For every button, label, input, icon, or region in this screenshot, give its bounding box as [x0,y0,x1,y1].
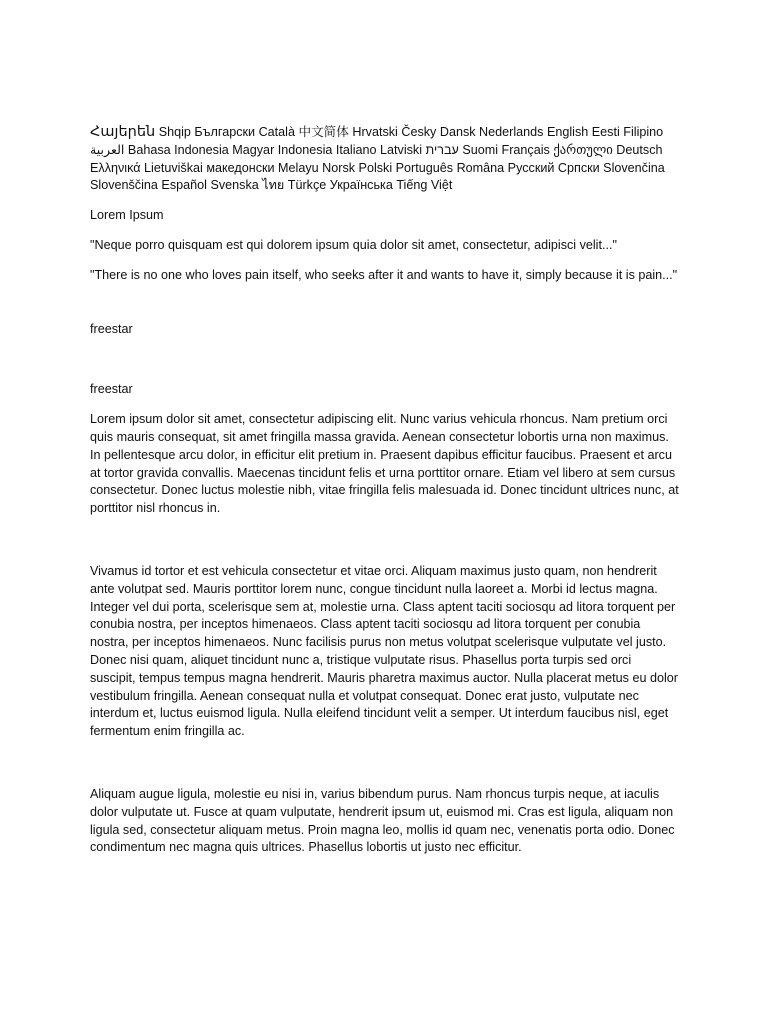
language-link[interactable]: Српски [557,160,600,175]
ad-slot-label: freestar [90,382,133,397]
language-link[interactable]: Hrvatski [352,125,398,139]
language-link[interactable]: Slovenščina [90,178,158,193]
language-link[interactable]: ქართული [553,142,613,157]
language-link[interactable]: Հայերեն [90,124,156,140]
language-link[interactable]: English [546,125,589,139]
language-link[interactable]: Deutsch [616,142,663,157]
language-link[interactable]: Latviski [380,142,423,157]
language-link[interactable]: עברית [425,142,459,157]
language-link[interactable]: Eesti [591,125,620,139]
language-link[interactable]: Bahasa Indonesia [127,142,229,157]
quote-latin: "Neque porro quisquam est qui dolorem ipsum quia dolor sit amet, consectetur, adipisci velit..." [90,237,617,252]
language-link[interactable]: Româna [456,160,505,175]
language-link[interactable]: Русский [507,160,555,175]
language-link[interactable]: Türkçe [287,178,327,193]
language-link[interactable]: Polski [358,160,393,175]
language-link[interactable]: Български [194,125,256,139]
language-link[interactable]: Português [395,160,454,175]
language-link[interactable]: Shqip [158,125,191,139]
body-paragraph: Aliquam augue ligula, molestie eu nisi in, varius bibendum purus. Nam rhoncus turpis neque, at iaculis dolor vulputate ut. Fusce at quam vulputate, hendrerit ipsum ut, euismod mi. Cras est ligula, aliquam non ligula sed, consectetur aliquam metus. Proin magna leo, mollis id quam nec, venenatis porta odio. Donec condimentum nec magna quis ultrices. Phasellus lobortis ut justo nec efficitur. [90,786,675,855]
language-link[interactable]: Lietuviškai [144,160,203,175]
language-link[interactable]: Norsk [322,160,356,175]
language-link[interactable]: Italiano [335,142,377,157]
language-link[interactable]: ไทย [262,178,285,193]
page-heading: Lorem Ipsum [90,208,164,223]
quote-english: "There is no one who loves pain itself, who seeks after it and wants to have it, simply because it is pain..." [90,267,678,282]
ad-slot-label: freestar [90,321,133,336]
main-content [90,124,680,857]
language-link[interactable]: Dansk [439,125,476,139]
language-link[interactable]: Ελληνικά [90,160,141,175]
language-link[interactable]: Indonesia [277,142,333,157]
language-link[interactable]: Česky [401,125,437,139]
language-link[interactable]: Español [161,178,207,193]
language-link[interactable]: العربية [90,142,125,157]
language-link[interactable]: Tiếng Việt [396,178,453,193]
language-selector [90,124,680,195]
language-link[interactable]: 中文简体 [298,125,349,139]
body-paragraph: Vivamus id tortor et est vehicula consectetur et vitae orci. Aliquam maximus justo quam, non hendrerit ante volutpat sed. Mauris porttitor lorem nunc, congue tincidunt nulla laoreet a. Morbi id lectus magna. Integer vel dui porta, scelerisque sem at, molestie urna. Class aptent taciti sociosqu ad litora torquent per conubia nostra, per inceptos himenaeos. Class aptent taciti sociosqu ad litora torquent per conubia nostra, per inceptos himenaeos. Nunc facilisis purus non metus volutpat scelerisque vulputate vel justo. Donec nisi quam, aliquet tincidunt nunc a, tristique vulputate risus. Phasellus porta turpis sed orci suscipit, tempus tempus magna hendrerit. Mauris pharetra maximus auctor. Nulla placerat metus eu dolor vestibulum fringilla. Aenean consequat nulla et volutpat consequat. Donec erat justo, vulputate nec interdum et, luctus euismod ligula. Nulla eleifend tincidunt velit a semper. Ut interdum faucibus nisl, eget fermentum enim fringilla ac. [90,563,678,739]
language-link[interactable]: Català [258,125,295,139]
language-link[interactable]: Français [501,142,550,157]
language-link[interactable]: Magyar [232,142,275,157]
language-link[interactable]: Svenska [210,178,259,193]
language-link[interactable]: Suomi [462,142,499,157]
language-link[interactable]: Filipino [623,125,664,139]
language-link[interactable]: Українська [329,178,393,193]
language-link[interactable]: Slovenčina [603,160,665,175]
body-paragraph: Lorem ipsum dolor sit amet, consectetur adipiscing elit. Nunc varius vehicula rhoncus. Nam pretium orci quis mauris consequat, sit amet fringilla massa gravida. Aenean consectetur lobortis urna non maximus. In pellentesque arcu dolor, in efficitur elit pretium in. Praesent dapibus efficitur faucibus. Praesent et arcu at tortor gravida convallis. Maecenas tincidunt felis et urna porttitor ornare. Etiam vel libero at sem cursus consectetur. Donec luctus molestie nibh, vitae fringilla felis malesuada id. Donec tincidunt ultrices nunc, at porttitor nisl rhoncus in. [90,412,679,516]
language-link[interactable]: Nederlands [479,125,544,139]
language-link[interactable]: Melayu [278,160,319,175]
language-link[interactable]: македонски [206,160,275,175]
